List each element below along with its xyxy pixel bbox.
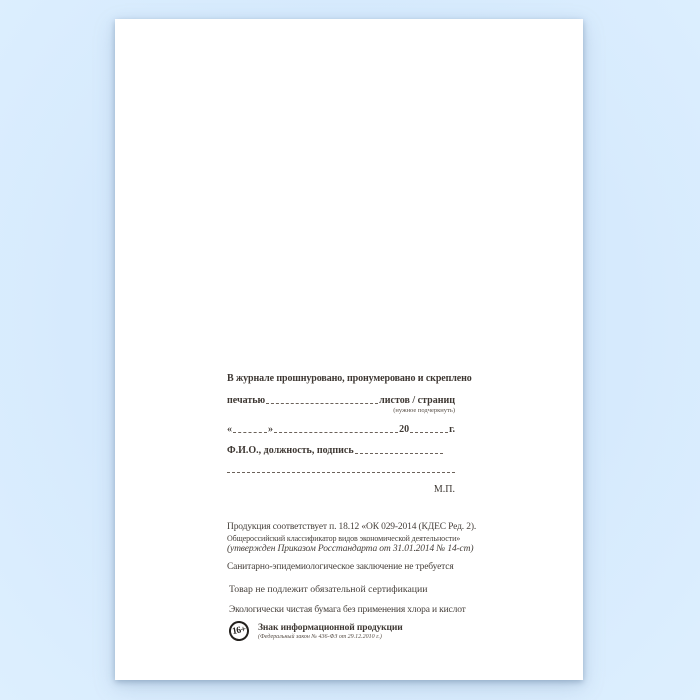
- year-suffix: г.: [449, 424, 455, 435]
- close-quote: »: [268, 424, 273, 435]
- sheets-pages-label: листов / страниц: [379, 395, 455, 406]
- date-row: [227, 424, 455, 435]
- info-sign-law-reference: (Федеральный закон № 436-ФЗ от 29.12.2010 г.): [258, 634, 382, 640]
- eco-paper-statement: Экологически чистая бумага без применения хлора и кислот: [229, 605, 466, 615]
- name-position-signature-label: Ф.И.О., должность, подпись: [227, 445, 354, 456]
- certification-statement: Товар не подлежит обязательной сертификации: [229, 584, 428, 595]
- signature-row: [227, 445, 455, 456]
- seal-row: [227, 395, 455, 406]
- seal-label: печатью: [227, 395, 266, 406]
- blank-line-seal: [266, 402, 378, 404]
- blank-line-year: [410, 431, 448, 433]
- stitched-statement: В журнале прошнуровано, пронумеровано и скреплено: [227, 373, 472, 384]
- sanitary-statement: Санитарно-эпидемиологическое заключение не требуется: [227, 562, 454, 572]
- blank-line-full: [227, 467, 455, 473]
- info-sign-text: [258, 621, 403, 640]
- info-product-sign-row: [227, 621, 455, 641]
- page-content: [227, 19, 477, 680]
- info-sign-label: Знак информационной продукции: [258, 623, 403, 633]
- open-quote: «: [227, 424, 232, 435]
- blank-line-month: [274, 431, 398, 433]
- product-standard-line-1: Продукция соответствует п. 18.12 «ОК 029-2014 (КДЕС Ред. 2).: [227, 522, 477, 532]
- product-standard-line-2: Общероссийский классификатор видов экономической деятельности»: [227, 534, 461, 543]
- underline-hint: (нужное подчеркнуть): [393, 407, 455, 414]
- stamp-place-abbrev: М.П.: [433, 484, 455, 495]
- age-rating-16plus-icon: 16+: [227, 619, 250, 642]
- blank-line-signature: [355, 452, 443, 454]
- blank-line-day: [233, 431, 267, 433]
- year-prefix: 20: [399, 424, 410, 435]
- journal-back-page: [115, 19, 583, 680]
- product-standard-line-3: (утвержден Приказом Росстандарта от 31.01.2014 № 14-ст): [227, 544, 474, 554]
